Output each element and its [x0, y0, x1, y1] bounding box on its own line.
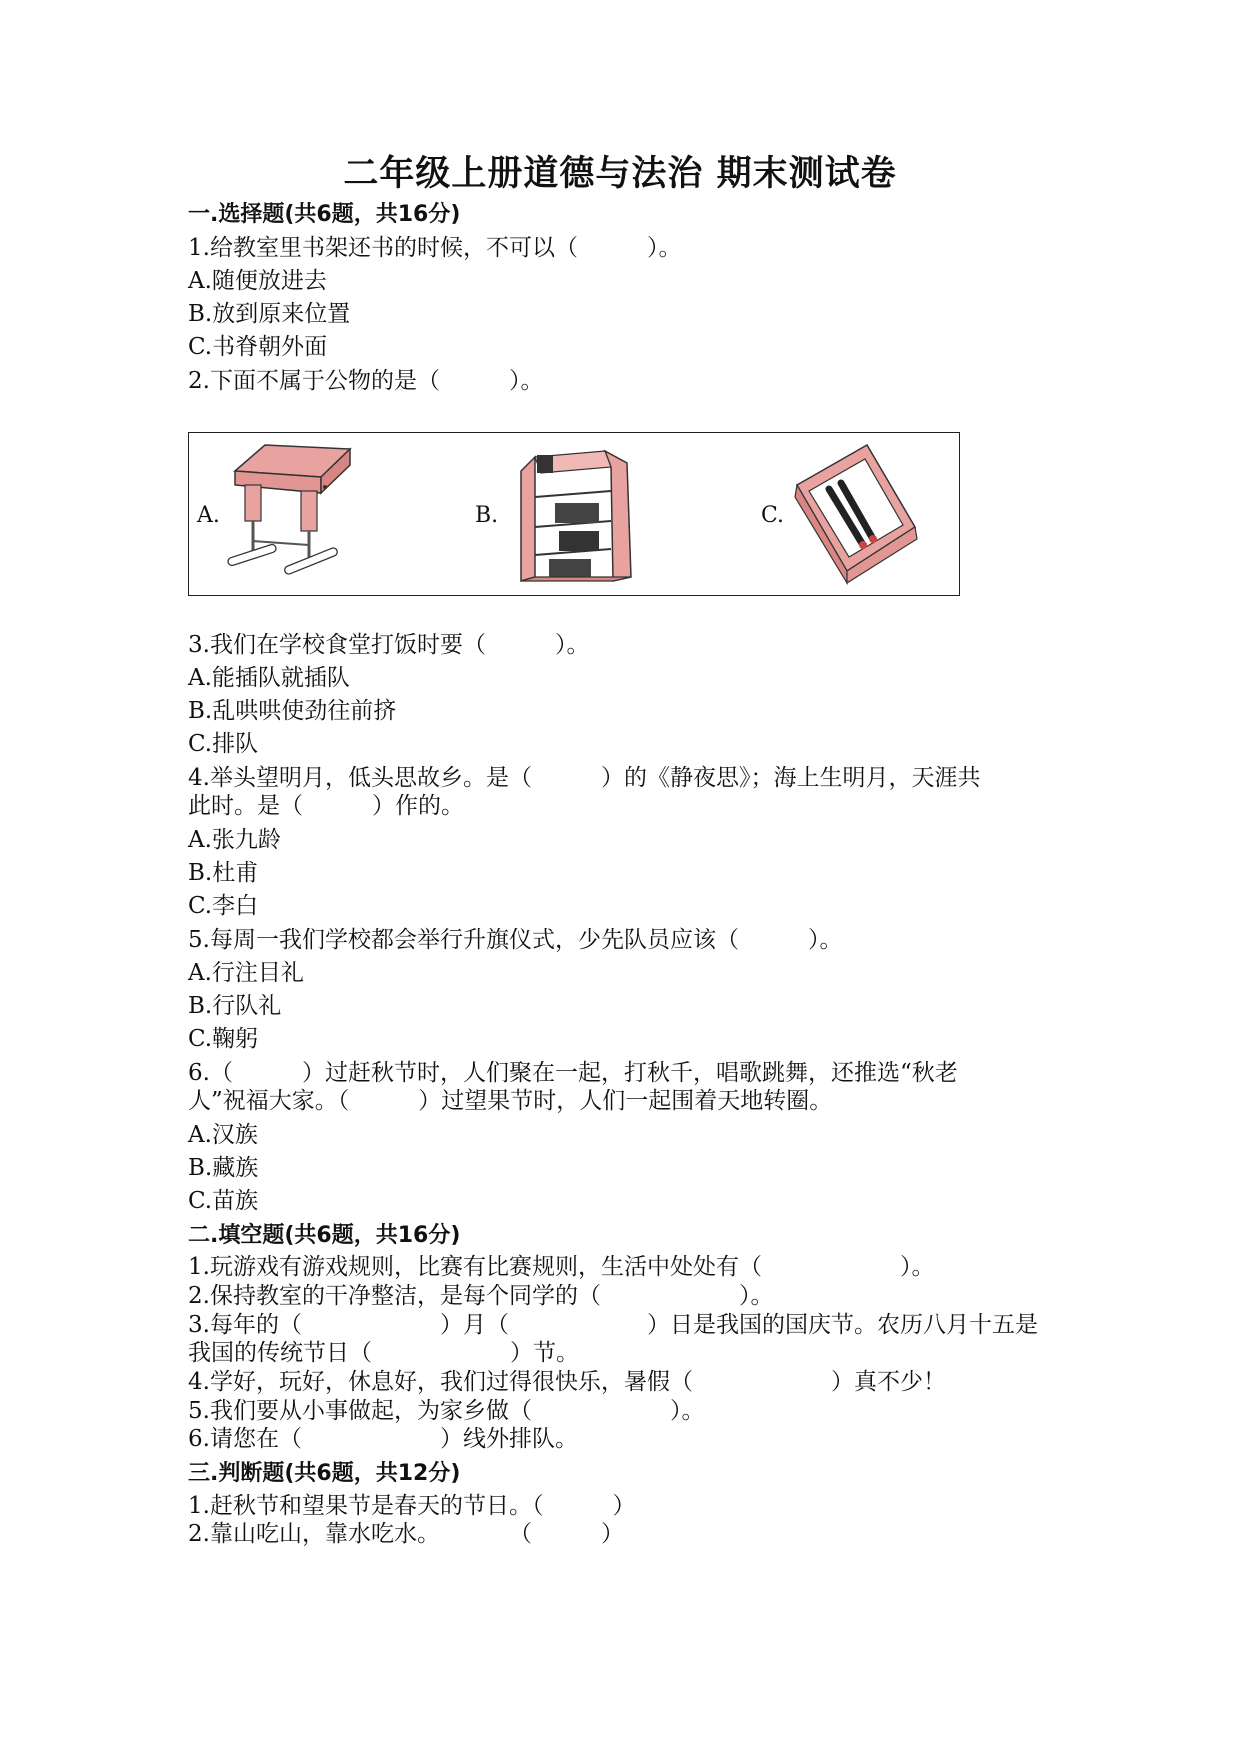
question-3-option-a: A.能插队就插队: [188, 665, 350, 691]
question-6-option-c: C.苗族: [188, 1188, 259, 1214]
question-6-stem-line2: 人”祝福大家。（ ）过望果节时，人们一起围着天地转圈。: [188, 1088, 833, 1114]
question-5-stem: 5.每周一我们学校都会举行升旗仪式，少先队员应该（ ）。: [188, 927, 843, 953]
fill-question-3-line1: 3.每年的（ ）月（ ）日是我国的国庆节。农历八月十五是: [188, 1312, 1038, 1338]
fill-question-6: 6.请您在（ ）线外排队。: [188, 1426, 578, 1452]
question-5-option-b: B.行队礼: [188, 993, 282, 1019]
question-1-option-a: A.随便放进去: [188, 268, 327, 294]
question-6-option-b: B.藏族: [188, 1155, 259, 1181]
question-3-stem: 3.我们在学校食堂打饭时要（ ）。: [188, 632, 590, 658]
question-3-option-b: B.乱哄哄使劲往前挤: [188, 698, 397, 724]
judge-question-1: 1.赶秋节和望果节是春天的节日。（ ）: [188, 1493, 636, 1519]
question-1-option-c: C.书脊朝外面: [188, 334, 328, 360]
question-2-figure: [188, 432, 960, 596]
bookshelf-icon: [515, 447, 645, 587]
figure-label-b: B.: [475, 503, 499, 528]
section-heading-choice: 一.选择题(共6题，共16分): [188, 202, 461, 227]
question-3-option-c: C.排队: [188, 731, 259, 757]
fill-question-4: 4.学好，玩好，休息好，我们过得很快乐，暑假（ ）真不少！: [188, 1369, 946, 1395]
figure-label-a: A.: [197, 503, 220, 528]
question-1-option-b: B.放到原来位置: [188, 301, 351, 327]
question-4-option-c: C.李白: [188, 893, 259, 919]
figure-label-c: C.: [761, 503, 785, 528]
question-6-option-a: A.汉族: [188, 1122, 258, 1148]
question-4-option-b: B.杜甫: [188, 860, 259, 886]
fill-question-1: 1.玩游戏有游戏规则，比赛有比赛规则，生活中处处有（ ）。: [188, 1254, 935, 1280]
question-5-option-a: A.行注目礼: [188, 960, 304, 986]
question-2-stem: 2.下面不属于公物的是（ ）。: [188, 368, 544, 394]
question-5-option-c: C.鞠躬: [188, 1026, 259, 1052]
school-desk-icon: [225, 437, 355, 592]
section-heading-judge: 三.判断题(共6题，共12分): [188, 1461, 461, 1486]
section-heading-fill: 二.填空题(共6题，共16分): [188, 1223, 461, 1248]
fill-question-2: 2.保持教室的干净整洁，是每个同学的（ ）。: [188, 1283, 774, 1309]
fill-question-5: 5.我们要从小事做起，为家乡做（ ）。: [188, 1398, 705, 1424]
pencil-case-icon: [793, 441, 923, 591]
page-title: 二年级上册道德与法治 期末测试卷: [343, 154, 897, 194]
question-1-stem: 1.给教室里书架还书的时候，不可以（ ）。: [188, 235, 682, 261]
question-4-stem-line2: 此时。是（ ）作的。: [188, 793, 464, 819]
question-6-stem-line1: 6.（ ）过赶秋节时，人们聚在一起，打秋千，唱歌跳舞，还推选“秋老: [188, 1060, 958, 1086]
question-4-option-a: A.张九龄: [188, 827, 281, 853]
fill-question-3-line2: 我国的传统节日（ ）节。: [188, 1340, 579, 1366]
judge-question-2: 2.靠山吃山，靠水吃水。 （ ）: [188, 1521, 624, 1547]
question-4-stem-line1: 4.举头望明月，低头思故乡。是（ ）的《静夜思》；海上生明月，天涯共: [188, 765, 981, 791]
